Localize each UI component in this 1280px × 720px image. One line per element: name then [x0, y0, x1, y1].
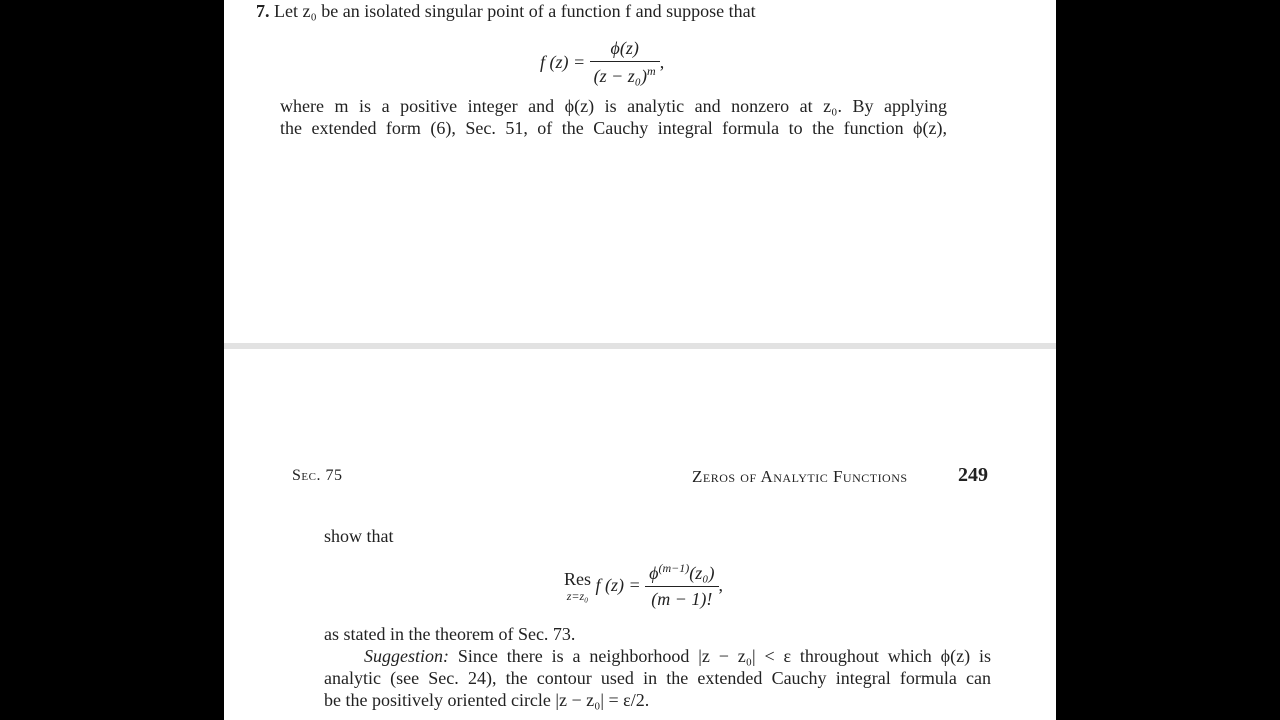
- paragraph-line-2: the extended form (6), Sec. 51, of the Cauchy integral formula to the function ϕ(z),: [280, 118, 947, 138]
- equation-residue: [564, 561, 723, 610]
- residue-lhs: f (z) =: [595, 575, 641, 595]
- residue-fraction: [645, 561, 718, 610]
- equation-denominator-base: (z − z₀): [593, 66, 648, 86]
- equation-trailing: ,: [659, 52, 665, 72]
- suggestion-line-3: be the positively oriented circle |z − z₀| = ε/2.: [324, 690, 650, 710]
- equation-f-definition: [540, 38, 664, 87]
- show-that-text: show that: [324, 526, 394, 546]
- residue-label: Res: [564, 568, 591, 589]
- suggestion-line-2: analytic (see Sec. 24), the contour used in the extended Cauchy integral formula can: [324, 668, 991, 688]
- equation-denominator-exp: m: [647, 64, 656, 78]
- residue-numerator: [645, 561, 718, 586]
- page-number: 249: [958, 464, 988, 486]
- residue-numerator-base: ϕ: [649, 563, 659, 583]
- paragraph-line-1: where m is a positive integer and ϕ(z) is analytic and nonzero at z₀. By applying: [280, 96, 947, 116]
- suggestion-text-1: Since there is a neighborhood |z − z₀| < ε throughout which ϕ(z) is: [457, 646, 992, 666]
- problem-number: 7.: [256, 1, 270, 21]
- residue-operator: [564, 570, 591, 602]
- as-stated-text: as stated in the theorem of Sec. 73.: [324, 624, 576, 644]
- equation-fraction: [590, 38, 660, 87]
- problem-intro-text: Let z₀ be an isolated singular point of a function f and suppose that: [274, 1, 756, 21]
- residue-subscript: z=z₀: [566, 588, 589, 603]
- residue-trailing: ,: [718, 575, 723, 595]
- residue-denominator: (m − 1)!: [645, 586, 718, 610]
- suggestion-line-1: [364, 646, 991, 667]
- textbook-page-top: [224, 0, 1056, 343]
- section-header: Sec. 75: [292, 467, 343, 484]
- residue-numerator-arg: (z₀): [689, 563, 715, 583]
- equation-lhs: f (z) =: [540, 52, 586, 72]
- equation-numerator: ϕ(z): [610, 38, 639, 58]
- textbook-page-bottom: [224, 349, 1056, 720]
- residue-numerator-exp: (m−1): [658, 561, 690, 575]
- problem-intro: [256, 1, 756, 22]
- chapter-title-header: Zeros of Analytic Functions: [692, 467, 908, 486]
- suggestion-label: Suggestion:: [364, 646, 449, 666]
- equation-denominator: [590, 61, 660, 87]
